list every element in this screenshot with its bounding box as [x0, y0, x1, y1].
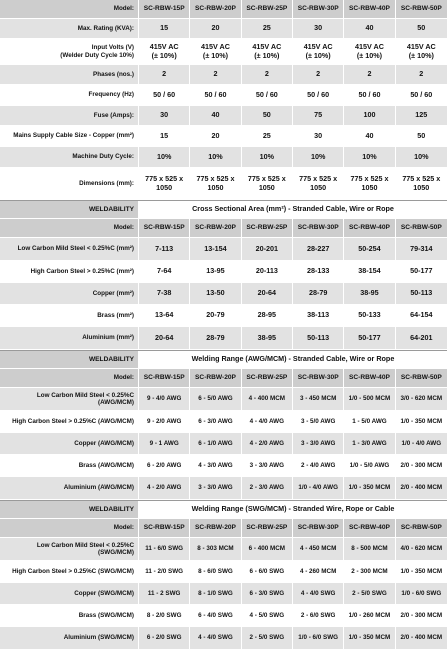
row-label: High Carbon Steel > 0.25%C (SWG/MCM) [0, 561, 139, 582]
cell-value: SC-RBW-30P [293, 219, 344, 237]
cell-value: 8 - 303 MCM [190, 538, 241, 560]
cell-value: 50-133 [344, 305, 395, 326]
cell-value: 6 - 3/0 AWG [190, 411, 241, 432]
cell-value: 20 [190, 19, 241, 38]
cell-value: SC-RBW-15P [139, 519, 190, 537]
cell-value: 3 - 5/0 AWG [293, 411, 344, 432]
cell-value: 4 - 4/0 AWG [242, 411, 293, 432]
cell-value: 1/0 - 5/0 AWG [344, 455, 395, 476]
cell-value: 50 / 60 [344, 85, 395, 105]
cell-value: 4 - 2/0 AWG [139, 477, 190, 499]
cell-value: SC-RBW-25P [242, 519, 293, 537]
cell-value: 10% [414, 151, 429, 161]
cell-value: 2 - 3/0 AWG [242, 477, 293, 499]
cell-value: 2 [344, 65, 395, 84]
cell-value: 50 [417, 23, 426, 33]
cell-value: 8 - 500 MCM [344, 538, 395, 560]
cell-value: 775 x 525 x 1050 [402, 174, 441, 192]
cell-value: 38-95 [344, 283, 395, 304]
cell-value: 40 [344, 19, 395, 38]
cell-value: 2 [419, 69, 424, 79]
cell-value: 2 - 6/0 SWG [293, 605, 344, 626]
cell-value: 2 [190, 65, 241, 84]
cell-value: 1/0 - 6/0 SWG [293, 627, 344, 649]
cell-value: 20-64 [139, 327, 190, 349]
cell-value: 4 - 2/0 AWG [242, 433, 293, 454]
row-label: Model: [0, 0, 139, 18]
data-row [0, 305, 447, 327]
cell-value: 2/0 - 400 MCM [400, 634, 443, 642]
cell-value: 13-50 [190, 283, 241, 304]
cell-value: SC-RBW-15P [139, 219, 190, 237]
cell-value: 2 - 5/0 SWG [242, 627, 293, 649]
cell-value: 9 - 4/0 AWG [139, 388, 190, 410]
cell-value: 10% [190, 147, 241, 167]
cell-value: 2 - 5/0 SWG [344, 583, 395, 604]
cell-value: 28-79 [293, 283, 344, 304]
section-title: WELDABILITY [0, 351, 139, 368]
row-label: Max. Rating (KVA): [0, 19, 139, 38]
row-label: Brass (SWG/MCM) [0, 605, 139, 626]
cell-value: SC-RBW-40P [344, 519, 395, 537]
row-label: Model: [0, 369, 139, 387]
model-row [0, 219, 447, 238]
cell-value: 64-154 [410, 310, 433, 320]
cell-value: 20 [190, 126, 241, 146]
row-label: Fuse (Amps): [0, 106, 139, 125]
cell-value: 75 [293, 106, 344, 125]
cell-value: 3 - 3/0 AWG [242, 455, 293, 476]
cell-value: SC-RBW-15P [139, 0, 190, 18]
cell-value: 2 - 300 MCM [344, 561, 395, 582]
row-label: Aluminium (mm²) [0, 327, 139, 349]
cell-value: 13-95 [190, 261, 241, 282]
cell-value: 775 x 525 x 1050 [293, 168, 344, 199]
cell-value: 775 x 525 x 1050 [242, 168, 293, 199]
cell-value: 79-314 [410, 243, 433, 253]
cell-value: 1 - 3/0 AWG [344, 433, 395, 454]
cell-value: 1/0 - 350 MCM [400, 417, 443, 425]
cell-value: 28-133 [293, 261, 344, 282]
cell-value: 25 [242, 126, 293, 146]
model-row [0, 369, 447, 388]
cell-value: 30 [139, 106, 190, 125]
cell-value: 6 - 3/0 SWG [242, 583, 293, 604]
cell-value: 100 [344, 106, 395, 125]
cell-value: 2/0 - 400 MCM [400, 484, 443, 492]
section-subtitle: Cross Sectional Area (mm²) - Stranded Cable, Wire or Rope [139, 201, 447, 218]
cell-value: 2/0 - 300 MCM [400, 611, 443, 619]
cell-value: 775 x 525 x 1050 [139, 168, 190, 199]
cell-value: 4 - 3/0 AWG [190, 455, 241, 476]
cell-value: SC-RBW-40P [344, 219, 395, 237]
cell-value: 38-154 [344, 261, 395, 282]
row-label: Model: [0, 519, 139, 537]
cell-value: 11 - 2/0 SWG [139, 561, 190, 582]
cell-value: 1/0 - 260 MCM [344, 605, 395, 626]
row-label: Brass (mm²) [0, 305, 139, 326]
cell-value: 6 - 2/0 SWG [139, 627, 190, 649]
row-label: Copper (SWG/MCM) [0, 583, 139, 604]
data-row [0, 388, 447, 411]
spec-row [0, 85, 447, 106]
cell-value: 6 - 6/0 SWG [242, 561, 293, 582]
cell-value: 15 [139, 19, 190, 38]
row-label: Frequency (Hz) [0, 85, 139, 105]
cell-value: 20-201 [242, 238, 293, 260]
section-title: WELDABILITY [0, 201, 139, 218]
cell-value: 6 - 4/0 SWG [190, 605, 241, 626]
data-row [0, 411, 447, 433]
cell-value: 38-95 [242, 327, 293, 349]
row-label: High Carbon Steel > 0.25%C (AWG/MCM) [0, 411, 139, 432]
cell-value: 20-79 [190, 305, 241, 326]
row-label: Low Carbon Mild Steel < 0.25%C (SWG/MCM) [0, 538, 139, 560]
cell-value: SC-RBW-30P [293, 369, 344, 387]
cell-value: 1/0 - 4/0 AWG [401, 439, 442, 447]
section-title: WELDABILITY [0, 501, 139, 518]
cell-value: SC-RBW-50P [400, 224, 442, 232]
section-subtitle: Welding Range (AWG/MCM) - Stranded Cable, Wire or Rope [139, 351, 447, 368]
cell-value: 11 - 2 SWG [139, 583, 190, 604]
row-label: Input Volts (V) (Welder Duty Cycle 10%) [0, 39, 139, 64]
cell-value: 1 - 5/0 AWG [344, 411, 395, 432]
row-label: Low Carbon Mild Steel < 0.25%C (AWG/MCM) [0, 388, 139, 410]
spec-row [0, 126, 447, 147]
cell-value: SC-RBW-20P [190, 219, 241, 237]
cell-value: 1/0 - 4/0 AWG [293, 477, 344, 499]
section2-header [0, 350, 447, 369]
cell-value: 10% [139, 147, 190, 167]
spec-row [0, 168, 447, 200]
cell-value: 415V AC (± 10%) [293, 39, 344, 64]
cell-value: SC-RBW-40P [344, 369, 395, 387]
cell-value: 20-64 [242, 283, 293, 304]
row-label: Model: [0, 219, 139, 237]
section-subtitle: Welding Range (SWG/MCM) - Stranded Wire, Rope or Cable [139, 501, 447, 518]
row-label: Dimensions (mm): [0, 168, 139, 199]
cell-value: 50-177 [410, 266, 433, 276]
spec-row [0, 147, 447, 168]
cell-value: 4/0 - 620 MCM [400, 545, 443, 553]
row-label: Aluminium (SWG/MCM) [0, 627, 139, 649]
row-label: Copper (mm²) [0, 283, 139, 304]
cell-value: 13-154 [190, 238, 241, 260]
cell-value: 13-64 [139, 305, 190, 326]
cell-value: 4 - 400 MCM [242, 388, 293, 410]
data-row [0, 238, 447, 261]
cell-value: 30 [293, 19, 344, 38]
row-label: Mains Supply Cable Size - Copper (mm²) [0, 126, 139, 146]
cell-value: 50 / 60 [242, 85, 293, 105]
cell-value: 775 x 525 x 1050 [190, 168, 241, 199]
cell-value: 10% [344, 147, 395, 167]
cell-value: 8 - 1/0 SWG [190, 583, 241, 604]
cell-value: 3/0 - 620 MCM [400, 395, 443, 403]
cell-value: 50 [242, 106, 293, 125]
spec-row [0, 65, 447, 85]
cell-value: 30 [293, 126, 344, 146]
spec-row [0, 39, 447, 65]
cell-value: 11 - 6/0 SWG [139, 538, 190, 560]
cell-value: 1/0 - 500 MCM [344, 388, 395, 410]
cell-value: 415V AC (± 10%) [344, 39, 395, 64]
cell-value: 2/0 - 300 MCM [400, 461, 443, 469]
cell-value: 7-38 [139, 283, 190, 304]
cell-value: SC-RBW-50P [400, 524, 442, 532]
cell-value: 50 / 60 [139, 85, 190, 105]
cell-value: SC-RBW-40P [344, 0, 395, 18]
cell-value: 9 - 1 AWG [139, 433, 190, 454]
cell-value: 4 - 4/0 SWG [190, 627, 241, 649]
cell-value: 2 [293, 65, 344, 84]
cell-value: SC-RBW-50P [400, 5, 442, 13]
cell-value: SC-RBW-30P [293, 0, 344, 18]
model-row [0, 0, 447, 19]
cell-value: 415V AC (± 10%) [406, 42, 436, 60]
data-row [0, 327, 447, 350]
cell-value: SC-RBW-20P [190, 369, 241, 387]
cell-value: 125 [415, 110, 428, 120]
data-row [0, 433, 447, 455]
cell-value: 50-177 [344, 327, 395, 349]
cell-value: 775 x 525 x 1050 [344, 168, 395, 199]
cell-value: 1/0 - 350 MCM [400, 567, 443, 575]
data-row [0, 261, 447, 283]
row-label: High Carbon Steel > 0.25%C (mm²) [0, 261, 139, 282]
cell-value: SC-RBW-25P [242, 0, 293, 18]
cell-value: 6 - 2/0 AWG [139, 455, 190, 476]
cell-value: 50-113 [293, 327, 344, 349]
section3-header [0, 500, 447, 519]
cell-value: 4 - 4/0 SWG [293, 583, 344, 604]
cell-value: 9 - 2/0 AWG [139, 411, 190, 432]
cell-value: 20-113 [242, 261, 293, 282]
cell-value: SC-RBW-15P [139, 369, 190, 387]
row-label: Aluminium (AWG/MCM) [0, 477, 139, 499]
cell-value: 40 [344, 126, 395, 146]
cell-value: SC-RBW-20P [190, 0, 241, 18]
cell-value: 6 - 1/0 AWG [190, 433, 241, 454]
cell-value: 4 - 450 MCM [293, 538, 344, 560]
cell-value: 50 / 60 [190, 85, 241, 105]
cell-value: 15 [139, 126, 190, 146]
data-row [0, 455, 447, 477]
cell-value: 2 - 4/0 AWG [293, 455, 344, 476]
data-row [0, 538, 447, 561]
cell-value: 28-95 [242, 305, 293, 326]
cell-value: 415V AC (± 10%) [190, 39, 241, 64]
spec-row [0, 19, 447, 39]
data-row [0, 283, 447, 305]
cell-value: 28-79 [190, 327, 241, 349]
cell-value: 1/0 - 350 MCM [344, 627, 395, 649]
cell-value: 6 - 5/0 AWG [190, 388, 241, 410]
cell-value: 25 [242, 19, 293, 38]
cell-value: 3 - 3/0 AWG [190, 477, 241, 499]
cell-value: 38-113 [293, 305, 344, 326]
row-label: Low Carbon Mild Steel < 0.25%C (mm²) [0, 238, 139, 260]
cell-value: SC-RBW-30P [293, 519, 344, 537]
cell-value: 6 - 400 MCM [242, 538, 293, 560]
cell-value: 415V AC (± 10%) [242, 39, 293, 64]
row-label: Phases (nos.) [0, 65, 139, 84]
cell-value: 8 - 6/0 SWG [190, 561, 241, 582]
cell-value: 3 - 450 MCM [293, 388, 344, 410]
model-row [0, 519, 447, 538]
spec-row [0, 106, 447, 126]
cell-value: SC-RBW-25P [242, 219, 293, 237]
cell-value: 10% [242, 147, 293, 167]
cell-value: 8 - 2/0 SWG [139, 605, 190, 626]
cell-value: 28-227 [293, 238, 344, 260]
cell-value: 50-254 [344, 238, 395, 260]
data-row [0, 627, 447, 650]
cell-value: 10% [293, 147, 344, 167]
row-label: Copper (AWG/MCM) [0, 433, 139, 454]
row-label: Brass (AWG/MCM) [0, 455, 139, 476]
data-row [0, 583, 447, 605]
cell-value: SC-RBW-20P [190, 519, 241, 537]
cell-value: 4 - 260 MCM [293, 561, 344, 582]
cell-value: 50 [417, 130, 426, 140]
data-row [0, 605, 447, 627]
section1-header [0, 200, 447, 219]
data-row [0, 477, 447, 500]
cell-value: 7-64 [139, 261, 190, 282]
cell-value: 415V AC (± 10%) [139, 39, 190, 64]
cell-value: 3 - 3/0 AWG [293, 433, 344, 454]
cell-value: 7-113 [139, 238, 190, 260]
cell-value: 40 [190, 106, 241, 125]
cell-value: 1/0 - 6/0 SWG [401, 589, 442, 597]
cell-value: 2 [139, 65, 190, 84]
cell-value: SC-RBW-50P [400, 374, 442, 382]
data-row [0, 561, 447, 583]
cell-value: 64-201 [410, 332, 433, 342]
cell-value: 50 / 60 [293, 85, 344, 105]
cell-value: 50-113 [410, 288, 433, 298]
cell-value: 50 / 60 [410, 89, 433, 99]
cell-value: 1/0 - 350 MCM [344, 477, 395, 499]
cell-value: 4 - 5/0 SWG [242, 605, 293, 626]
cell-value: 2 [242, 65, 293, 84]
row-label: Machine Duty Cycle: [0, 147, 139, 167]
cell-value: SC-RBW-25P [242, 369, 293, 387]
